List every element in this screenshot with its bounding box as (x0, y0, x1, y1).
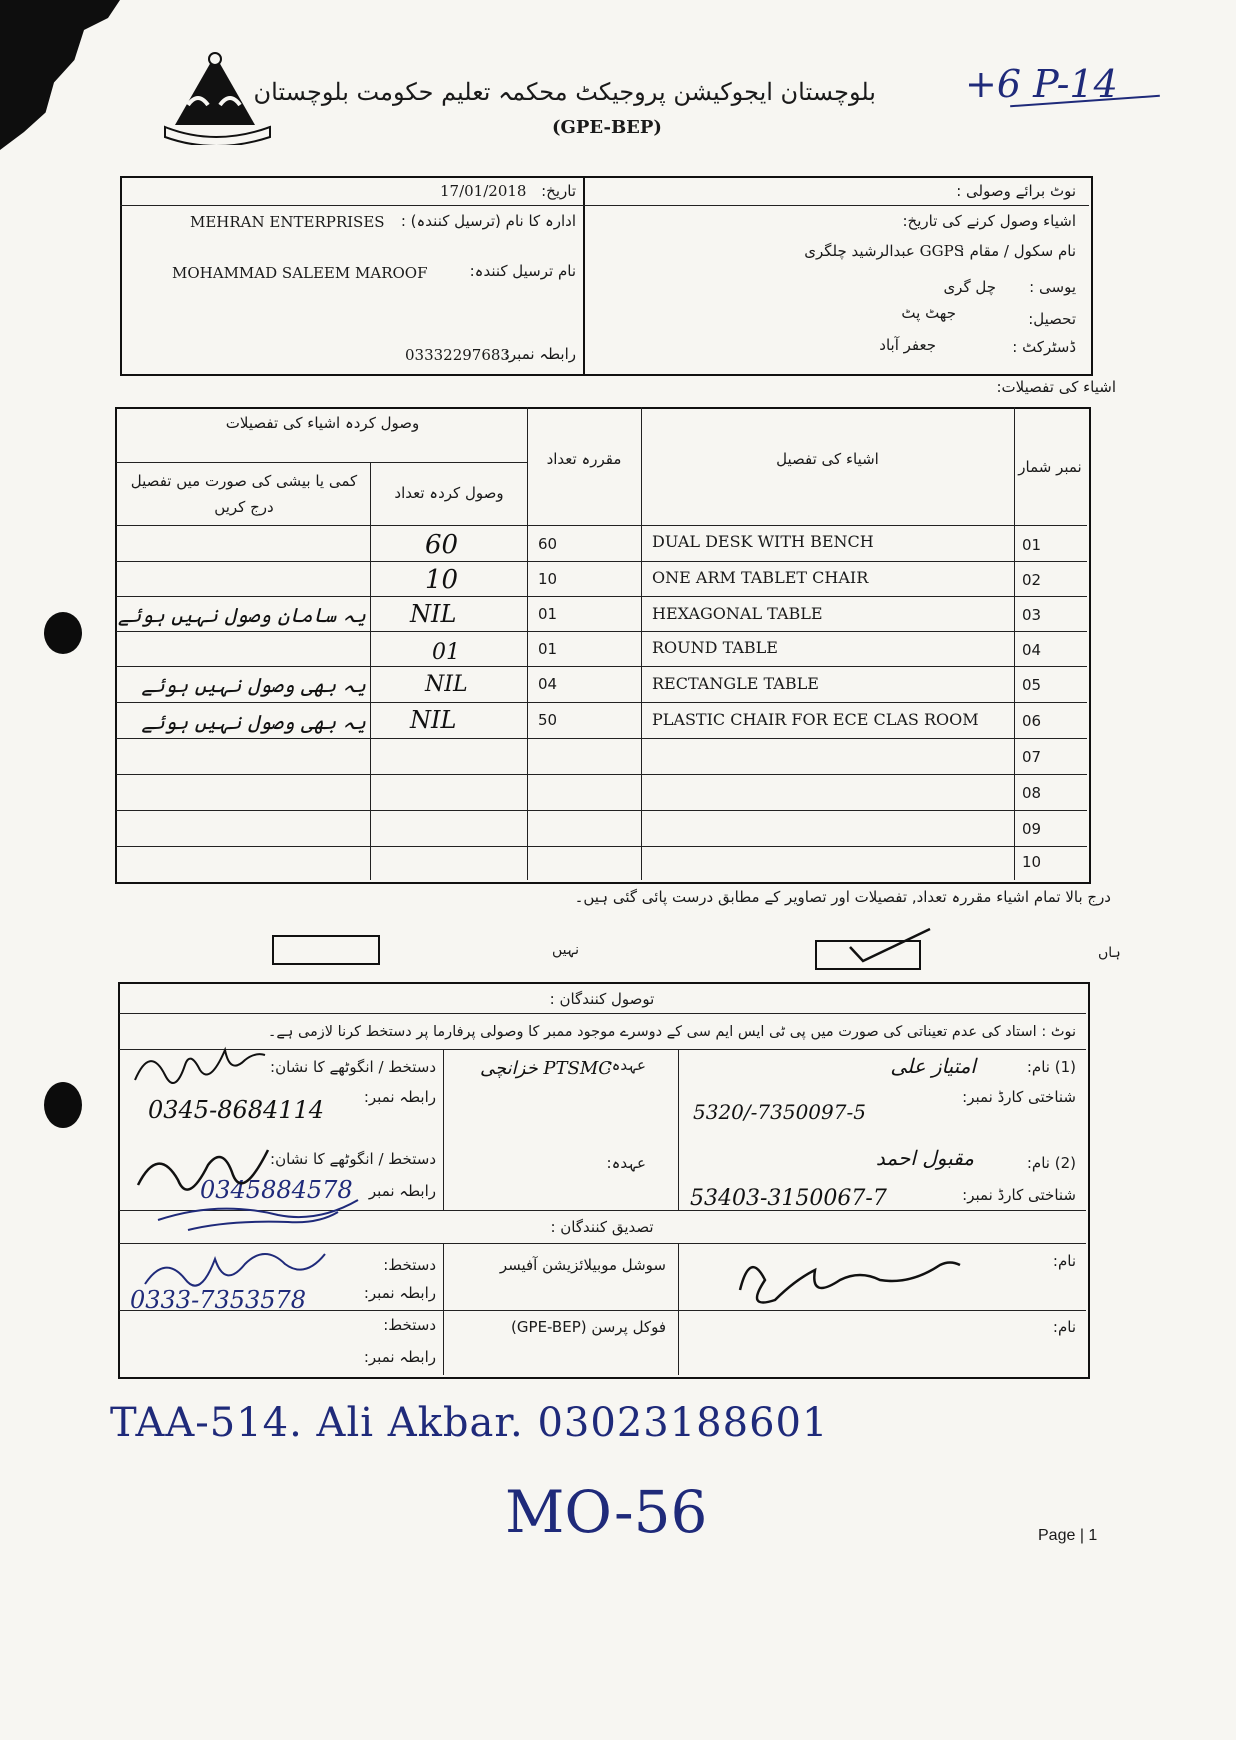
no-checkbox[interactable] (272, 935, 380, 965)
confirmation-statement: درج بالا تمام اشیاء مقررہ تعداد, تفصیلات اور تصاویر کے مطابق درست پائی گئی ہیں۔ (574, 888, 1111, 906)
items-section-label: اشیاء کی تفصیلات: (996, 378, 1116, 396)
row-fixed: 10 (538, 570, 558, 588)
punch-hole (44, 1082, 82, 1128)
row-serial: 07 (1022, 748, 1042, 766)
r2-name-label: (2) نام: (1026, 1154, 1076, 1172)
handwritten-line: TAA-514. Ali Akbar. 03023188601 (110, 1400, 829, 1446)
header-received-group: وصول کردہ اشیاء کی تفصیلات (225, 414, 420, 432)
uc-value: چل گری (943, 278, 996, 296)
district-value: جعفر آباد (879, 336, 936, 354)
tehsil-value: جھٹ پٹ (901, 304, 956, 322)
row-detail: PLASTIC CHAIR FOR ECE CLAS ROOM (652, 710, 979, 729)
header-detail: اشیاء کی تفصیل (776, 450, 879, 468)
row-detail: ONE ARM TABLET CHAIR (652, 568, 869, 587)
yes-label: ہاں (1098, 945, 1121, 961)
contact-value: 03332297683 (405, 346, 510, 364)
v2-name-label: نام: (1052, 1318, 1076, 1336)
r1-post-label: عہدہ: (606, 1056, 646, 1074)
v1-name-label: نام: (1052, 1252, 1076, 1270)
page-title: بلوچستان ایجوکیشن پروجیکٹ محکمہ تعلیم حکومت بلوچستان (253, 78, 876, 106)
no-label: نہیں (552, 942, 579, 958)
row-serial: 09 (1022, 820, 1042, 838)
receivers-note: نوٹ : استاد کی عدم تعیناتی کی صورت میں پی ٹی ایس ایم سی کے دوسرے موجود ممبر کا وصولی پرفارما پر دستخط کرنا لازمی ہے۔ (267, 1024, 1076, 1040)
header-shortage: کمی یا بیشی کی صورت میں تفصیل درج کریں (130, 472, 358, 516)
r2-phone-value: 0345884578 (200, 1176, 353, 1204)
row-serial: 05 (1022, 676, 1042, 694)
v2-post-value: فوکل پرسن (GPE-BEP) (511, 1318, 666, 1336)
page-subtitle: (GPE-BEP) (552, 117, 662, 138)
row-remark: یہ بھی وصول نہیں ہوئے (141, 673, 366, 697)
r2-phone-label: رابطہ نمبر (368, 1182, 436, 1200)
v1-phone-value: 0333-7353578 (130, 1286, 307, 1314)
tehsil-label: تحصیل: (1028, 310, 1076, 328)
r1-signature (130, 1040, 270, 1095)
r1-cnic-value: 5320/-7350097-5 (693, 1100, 866, 1124)
v1-phone-label: رابطہ نمبر: (363, 1284, 436, 1302)
row-detail: DUAL DESK WITH BENCH (652, 532, 874, 551)
r1-post-value: خزانچی PTSMC (480, 1058, 613, 1079)
row-received: 60 (425, 530, 459, 560)
row-serial: 10 (1022, 853, 1042, 871)
r1-sign-label: دستخط / انگوٹھے کا نشان: (270, 1058, 436, 1076)
row-received: NIL (410, 706, 457, 734)
uc-label: یوسی : (1029, 278, 1076, 296)
row-serial: 06 (1022, 712, 1042, 730)
r1-name-value: امتیاز علی (890, 1054, 976, 1078)
v1-signature (720, 1245, 970, 1310)
note-label: نوٹ برائے وصولی : (956, 182, 1076, 200)
row-remark: یہ بھی وصول نہیں ہوئے (141, 710, 366, 734)
torn-corner (0, 0, 120, 150)
row-fixed: 01 (538, 640, 558, 658)
row-received: NIL (425, 672, 468, 697)
row-received: 01 (432, 640, 460, 665)
school-label: نام سکول / مقام : (959, 242, 1076, 260)
row-serial: 03 (1022, 606, 1042, 624)
check-mark-icon (845, 925, 935, 970)
header-received-qty: وصول کردہ تعداد (394, 484, 504, 502)
row-serial: 04 (1022, 641, 1042, 659)
r2-post-label: عہدہ: (606, 1154, 646, 1172)
r1-phone-value: 0345-8684114 (148, 1096, 325, 1124)
r1-phone-label: رابطہ نمبر: (363, 1088, 436, 1106)
row-detail: RECTANGLE TABLE (652, 674, 819, 693)
row-fixed: 01 (538, 605, 558, 623)
r2-name-value: مقبول احمد (875, 1146, 974, 1170)
r2-cnic-value: 53403-3150067-7 (690, 1186, 887, 1211)
row-remark: یہ سامان وصول نہیں ہوئے (117, 603, 366, 627)
row-fixed: 04 (538, 675, 558, 693)
page-number: Page | 1 (1038, 1527, 1098, 1544)
r1-name-label: (1) نام: (1026, 1058, 1076, 1076)
v1-sign-label: دستخط: (383, 1256, 436, 1274)
sender-value: MOHAMMAD SALEEM MAROOF (172, 264, 428, 282)
date-label: تاریخ: (541, 182, 576, 200)
row-fixed: 60 (538, 535, 558, 553)
r2-sign-label: دستخط / انگوٹھے کا نشان: (270, 1150, 436, 1168)
v1-post-value: سوشل موبیلائزیشن آفیسر (499, 1256, 666, 1274)
v1-signature-scribble (135, 1244, 365, 1304)
company-label: ادارہ کا نام (ترسیل کنندہ) : (400, 212, 576, 230)
handwritten-code: MO-56 (505, 1478, 708, 1546)
district-label: ڈسٹرکٹ : (1012, 338, 1076, 356)
v2-sign-label: دستخط: (383, 1316, 436, 1334)
row-serial: 02 (1022, 571, 1042, 589)
corner-note: +6 P-14 (965, 62, 1118, 106)
date-value: 17/01/2018 (440, 182, 527, 200)
school-value: GGPS عبدالرشید چلگری (804, 242, 964, 260)
receive-date-label: اشیاء وصول کرنے کی تاریخ: (902, 212, 1076, 230)
row-serial: 01 (1022, 536, 1042, 554)
header-serial: نمبر شمار (1018, 458, 1082, 476)
v2-phone-label: رابطہ نمبر: (363, 1348, 436, 1366)
row-detail: HEXAGONAL TABLE (652, 604, 823, 623)
header-fixed-qty: مقررہ تعداد (546, 450, 622, 468)
receivers-title: توصول کنندگان : (549, 990, 655, 1008)
verifiers-title: تصدیق کنندگان : (550, 1218, 654, 1236)
r2-cnic-label: شناختی کارڈ نمبر: (962, 1186, 1076, 1204)
row-detail: ROUND TABLE (652, 638, 778, 657)
row-serial: 08 (1022, 784, 1042, 802)
punch-hole (44, 612, 82, 654)
row-fixed: 50 (538, 711, 558, 729)
contact-label: رابطہ نمبر: (503, 345, 576, 363)
company-value: MEHRAN ENTERPRISES (190, 213, 385, 231)
row-received: 10 (425, 565, 459, 595)
r1-cnic-label: شناختی کارڈ نمبر: (962, 1088, 1076, 1106)
sender-label: نام ترسیل کنندہ: (469, 262, 576, 280)
row-received: NIL (410, 600, 457, 628)
